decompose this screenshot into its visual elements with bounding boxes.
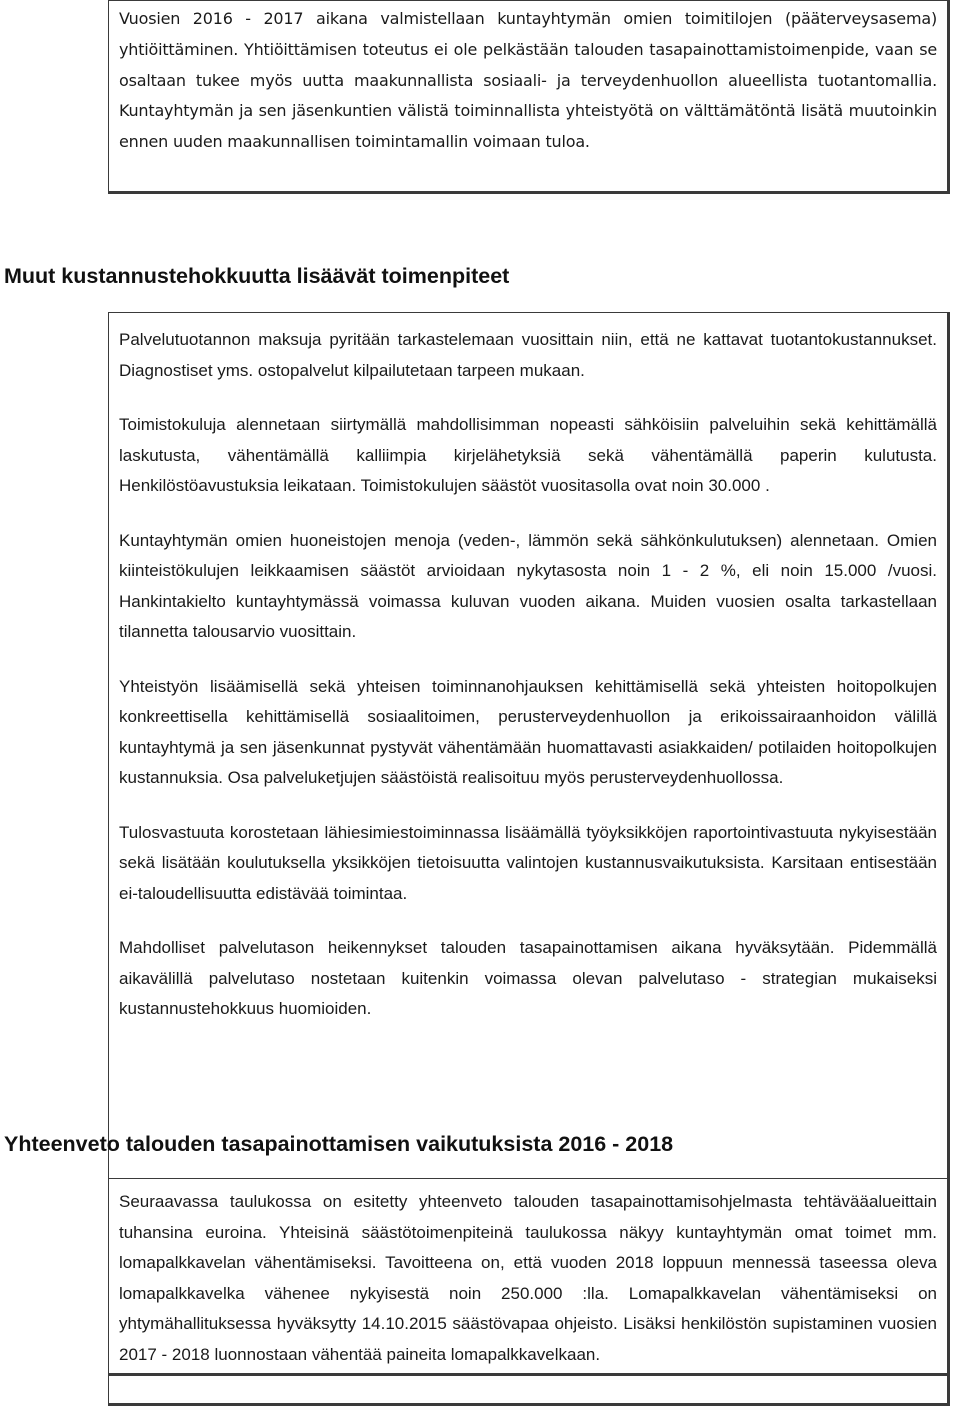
paragraph-service-fees: Palvelutuotannon maksuja pyritään tarkastelemaan vuosittain niin, että ne kattavat tuotantokustannukset. Diagnostiset yms. ostopalvelut kilpailutetaan tarpeen mukaan. bbox=[119, 330, 937, 380]
paragraph-office-costs: Toimistokuluja alennetaan siirtymällä mahdollisimman nopeasti sähköisiin palveluihin sekä kehittämällä laskutusta, vähentämällä kalliimpia kirjelähetyksiä sekä vähentämällä paperin kulutusta. Henkilöstöavustuksia leikataan. Toimistokulujen säästöt vuositasolla ovat noin 30.000 . bbox=[119, 415, 937, 495]
paragraph-cooperation: Yhteistyön lisäämisellä sekä yhteisen toiminnanohjauksen kehittämisellä sekä yhteisten hoitopolkujen konkreettisella kehittämisellä sosiaalitoimen, perusterveydenhuollon ja erikoissairaanhoidon välillä kuntayhtymä ja sen jäsenkunnat pystyvät vähentämään huomattavasti asiakkaiden/ potilaiden hoitopolkujen kustannuksia. Osa palveluketjujen säästöistä realisoituu myös perusterveydenhuollossa. bbox=[119, 676, 937, 787]
summary-paragraph: Seuraavassa taulukossa on esitetty yhteenveto talouden tasapainottamisohjelmasta tehtävääalueittain tuhansina euroina. Yhteisinä säästötoimenpiteinä taulukossa näkyy kuntayhtymän omat toimet mm. lomapalkkavelan vähentämiseksi. Tavoitteena on, että vuoden 2018 loppuun mennessä taseessa oleva lomapalkkavelka vähenee nykyisestä noin 250.000 :lla. Lomapalkkavelan vähentämiseksi on yhtymähallituksessa hyväksytty 14.10.2015 säästövapaa ohjeisto. Lisäksi henkilöstön supistaminen vuosien 2017 - 2018 luonnostaan vähentää paineita lomapalkkavelkaan. bbox=[119, 1192, 937, 1364]
paragraph-service-level: Mahdolliset palvelutason heikennykset talouden tasapainottamisen aikana hyväksytään. Pidemmällä aikavälillä palvelutaso nostetaan kuitenkin voimassa olevan palvelutaso - strategian mukaiseksi kustannustehokkuus huomioiden. bbox=[119, 938, 937, 1018]
intro-paragraph: Vuosien 2016 - 2017 aikana valmistellaan kuntayhtymän omien toimitilojen (pääterveysasema) yhtiöittäminen. Yhtiöittämisen toteutus ei ole pelkästään talouden tasapainottamistoimenpide, vaan se osaltaan tukee myös uutta maakunnallista sosiaali- ja terveydenhuollon alueellista tuotantomallia. Kuntayhtymän ja sen jäsenkuntien välistä toiminnallista yhteistyötä on välttämätöntä lisätä muutoinkin ennen uuden maakunnallisen toimintamallin voimaan tuloa. bbox=[119, 9, 937, 152]
section-heading-cost-efficiency: Muut kustannustehokkuutta lisäävät toimenpiteet bbox=[4, 264, 510, 288]
paragraph-premises-costs: Kuntayhtymän omien huoneistojen menoja (veden-, lämmön sekä sähkönkulutuksen) alennetaan. Omien kiinteistökulujen leikkaamisen säästöt arvioidaan nykytasosta noin 1 - 2 %, eli noin 15.000 /vuosi. Hankintakielto kuntayhtymässä voimassa kuluvan vuoden aikana. Muiden vuosien osalta tarkastellaan tilannetta talousarvio vuosittain. bbox=[119, 530, 937, 641]
paragraph-accountability: Tulosvastuuta korostetaan lähiesimiestoiminnassa lisäämällä työyksikköjen raportointivastuuta nykyisestään sekä lisätään koulutuksella yksikköjen tietoisuutta valintojen kustannusvaikutuksista. Karsitaan entisestään ei-taloudellisuutta edistävää toimintaa. bbox=[119, 822, 937, 903]
intro-text-box bbox=[108, 0, 950, 194]
summary-text-box bbox=[108, 1178, 950, 1406]
section-heading-summary: Yhteenveto talouden tasapainottamisen vaikutuksista 2016 - 2018 bbox=[4, 1132, 674, 1156]
